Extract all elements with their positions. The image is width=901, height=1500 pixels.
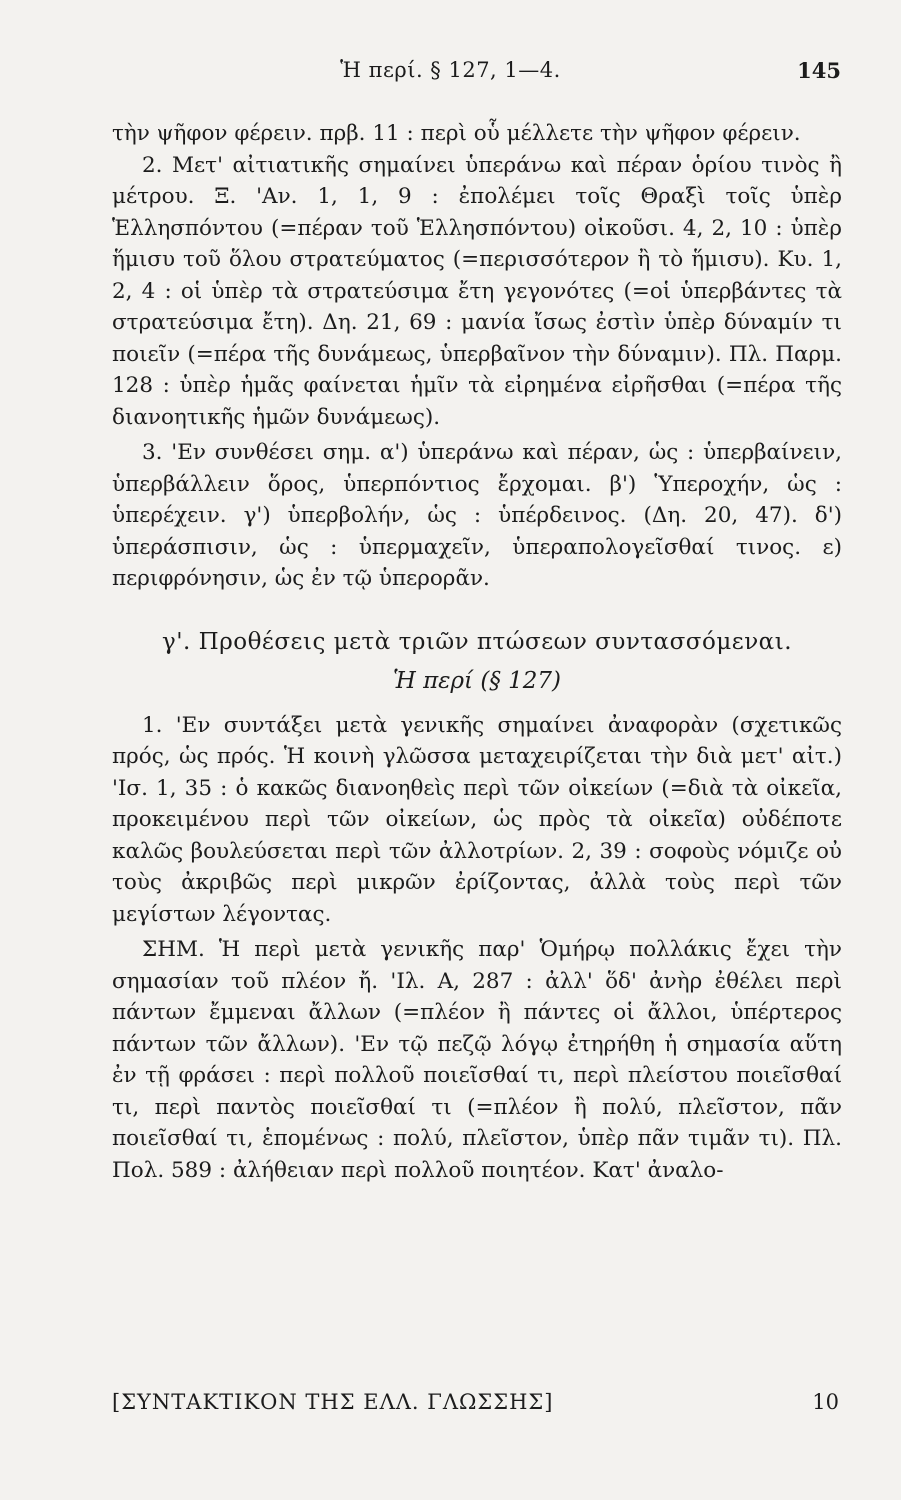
- paragraph-peri-1: 1. 'Εν συντάξει μετὰ γενικῆς σημαίνει ἀναφορὰν (σχετικῶς πρός, ὡς πρός. Ἡ κοινὴ γλῶσσα μεταχειρίζεται τὴν διὰ μετ' αἰτ.) 'Ισ. 1, 35 : ὁ κακῶς διανοηθεὶς περὶ τῶν οἰκείων (=διὰ τὰ οἰκεῖα, προκειμένου περὶ τῶν οἰκείων, ὡς πρὸς τὰ οἰκεῖα) οὐδέποτε καλῶς βουλεύσεται περὶ τῶν ἀλλοτρίων. 2, 39 : σοφοὺς νόμιζε οὐ τοὺς ἀκριβῶς περὶ μικρῶν ἐρίζοντας, ἀλλὰ τοὺς περὶ τῶν μεγίστων λέγοντας.: [112, 712, 842, 927]
- running-header: Ἡ περί. § 127, 1—4.: [340, 58, 561, 82]
- sheet-number: 10: [812, 1390, 839, 1414]
- paragraph-continuation: τὴν ψῆφον φέρειν. πρβ. 11 : περὶ οὗ μέλλετε τὴν ψῆφον φέρειν.: [112, 121, 801, 146]
- paragraph-note: ΣΗΜ. Ἡ περὶ μετὰ γενικῆς παρ' Ὁμήρῳ πολλάκις ἔχει τὴν σημασίαν τοῦ πλέον ἤ. 'Ιλ. Α, 287 : ἀλλ' ὅδ' ἀνὴρ ἐθέλει περὶ πάντων ἔμμεναι ἄλλων (=πλέον ἢ πάντες οἱ ἄλλοι, ὑπέρτερος πάντων τῶν ἄλλων). 'Εν τῷ πεζῷ λόγῳ ἐτηρήθη ἡ σημασία αὕτη ἐν τῇ φράσει : περὶ πολλοῦ ποιεῖσθαί τι, περὶ πλείστου ποιεῖσθαί τι, περὶ παντὸς ποιεῖσθαί τι (=πλέον ἢ πολύ, πλεῖστον, πᾶν ποιεῖσθαί τι, ἑπομένως : πολύ, πλεῖστον, ὑπὲρ πᾶν τιμᾶν τι). Πλ. Πολ. 589 : ἀλήθειαν περὶ πολλοῦ ποιητέον. Κατ' ἀναλο-: [112, 937, 842, 1183]
- sub-heading: Ἡ περί (§ 127): [392, 668, 562, 694]
- paragraph-3: 3. 'Εν συνθέσει σημ. α') ὑπεράνω καὶ πέραν, ὡς : ὑπερβαίνειν, ὑπερβάλλειν ὅρος, ὑπερπόντιος ἔρχομαι. β') Ὑπεροχήν, ὡς : ὑπερέχειν. γ') ὑπερβολήν, ὡς : ὑπέρδεινος. (Δη. 20, 47). δ') ὑπεράσπισιν, ὡς : ὑπερμαχεῖν, ὑπεραπολογεῖσθαί τινος. ε) περιφρόνησιν, ὡς ἐν τῷ ὑπερορᾶν.: [112, 440, 842, 591]
- section-heading: γ'. Προθέσεις μετὰ τριῶν πτώσεων συντασσόμεναι.: [161, 628, 793, 655]
- paragraph-2: 2. Μετ' αἰτιατικῆς σημαίνει ὑπεράνω καὶ πέραν ὁρίου τινὸς ἢ μέτρου. Ξ. 'Αν. 1, 1, 9 : ἐπολέμει τοῖς Θραξὶ τοῖς ὑπὲρ Ἑλλησπόντου (=πέραν τοῦ Ἑλλησπόντου) οἰκοῦσι. 4, 2, 10 : ὑπὲρ ἥμισυ τοῦ ὅλου στρατεύματος (=περισσότερον ἢ τὸ ἥμισυ). Κυ. 1, 2, 4 : οἱ ὑπὲρ τὰ στρατεύσιμα ἔτη γεγονότες (=οἱ ὑπερβάντες τὰ στρατεύσιμα ἔτη). Δη. 21, 69 : μανία ἴσως ἐστὶν ὑπὲρ δύναμίν τι ποιεῖν (=πέρα τῆς δυνάμεως, ὑπερβαῖνον τὴν δύναμιν). Πλ. Παρμ. 128 : ὑπὲρ ἡμᾶς φαίνεται ἡμῖν τὰ εἰρημένα εἰρῆσθαι (=πέρα τῆς διανοητικῆς ἡμῶν δυνάμεως).: [112, 152, 842, 430]
- body-text: [112, 118, 842, 1186]
- page-number: 145: [797, 58, 841, 83]
- printer-signature: [ΣΥΝΤΑΚΤΙΚΟΝ ΤΗΣ ΕΛΛ. ΓΛΩΣΣΗΣ]: [112, 1390, 554, 1414]
